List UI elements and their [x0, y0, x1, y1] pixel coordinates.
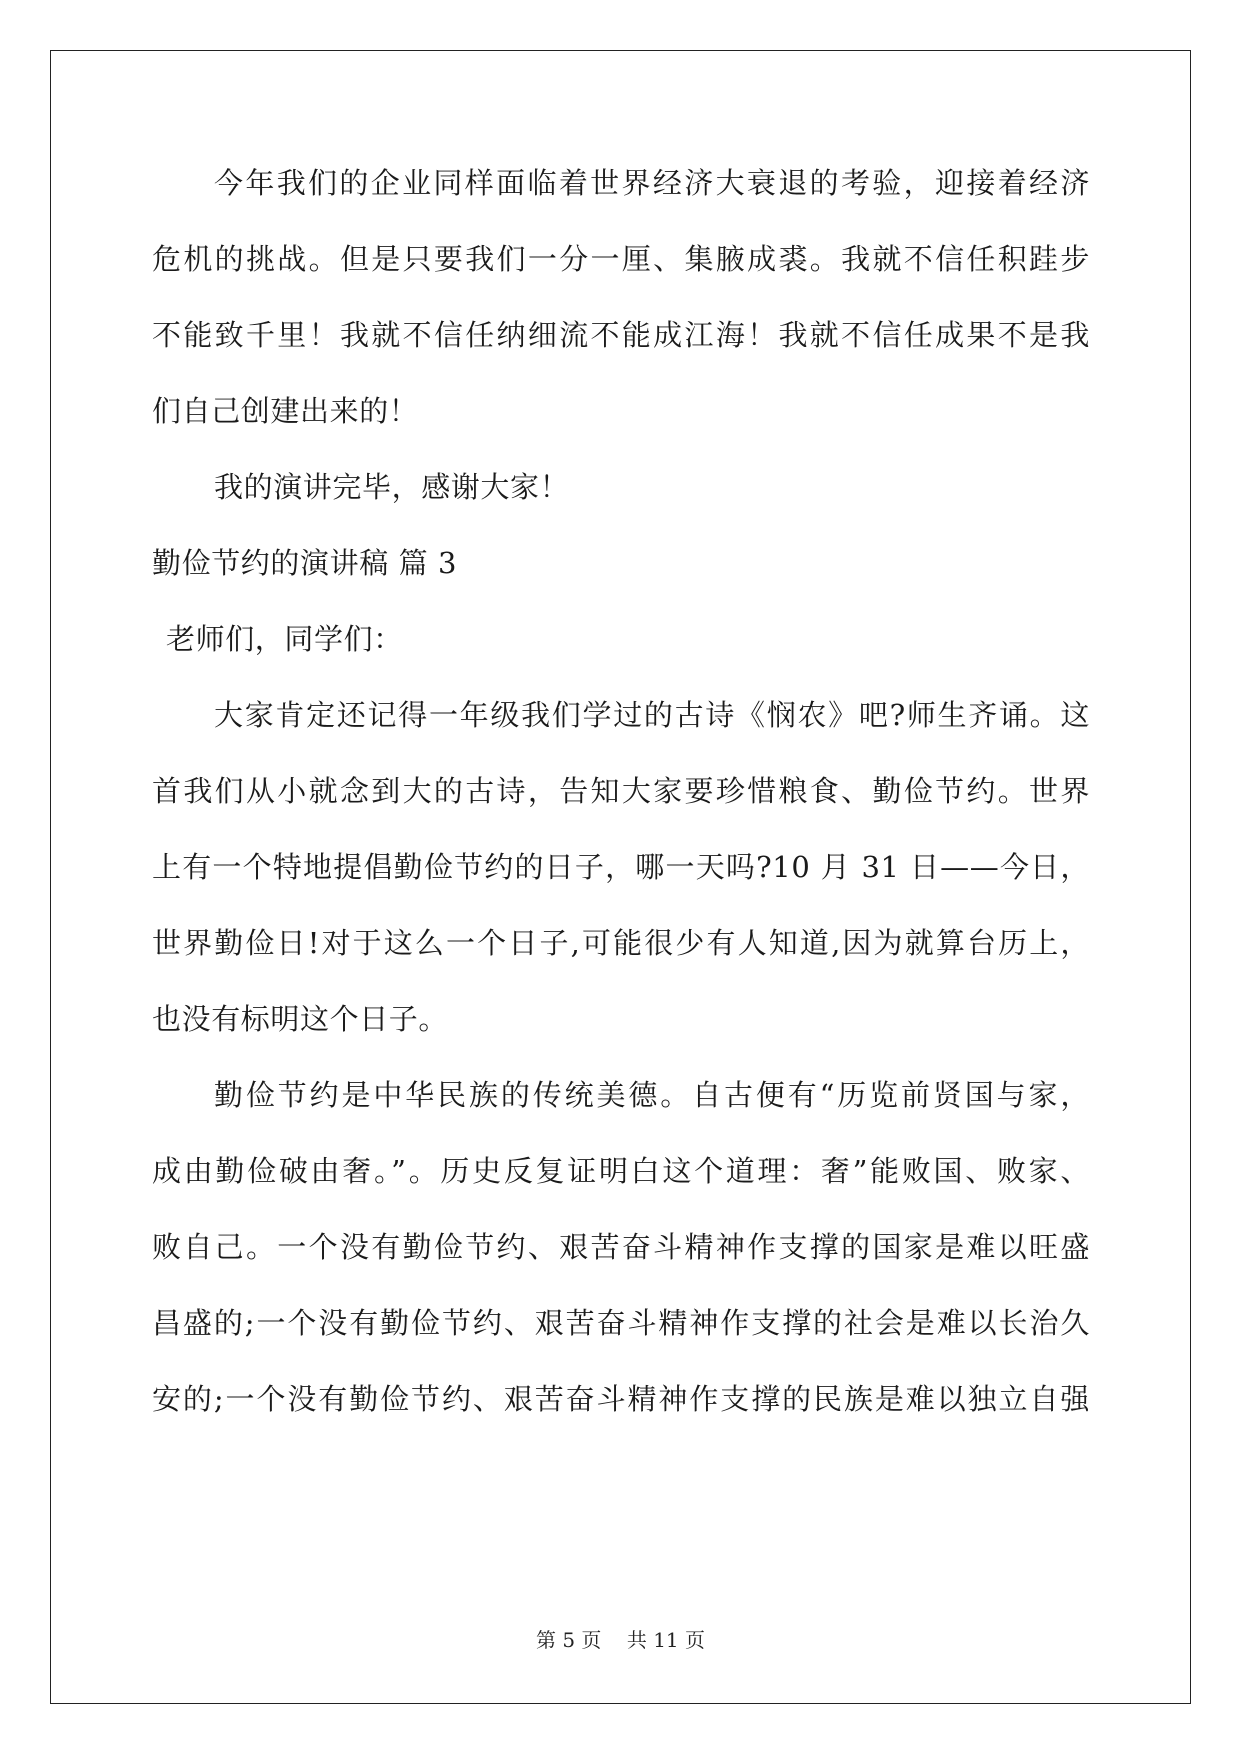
paragraph-line: 也没有标明这个日子。	[152, 1002, 449, 1036]
paragraph-line: 勤俭节约是中华民族的传统美德。自古便有“历览前贤国与家，	[214, 1078, 1090, 1112]
paragraph-line: 世界勤俭日!对于这么一个日子,可能很少有人知道,因为就算台历上，	[152, 926, 1090, 960]
paragraph-line: 不能致千里！我就不信任纳细流不能成江海！我就不信任成果不是我	[152, 318, 1090, 352]
paragraph-line: 们自己创建出来的！	[152, 394, 419, 428]
paragraph-line: 上有一个特地提倡勤俭节约的日子，哪一天吗?10 月 31 日——今日，	[152, 850, 1090, 884]
paragraph-line: 首我们从小就念到大的古诗，告知大家要珍惜粮食、勤俭节约。世界	[152, 774, 1090, 808]
paragraph-line: 昌盛的;一个没有勤俭节约、艰苦奋斗精神作支撑的社会是难以长治久	[152, 1306, 1090, 1340]
section-heading: 勤俭节约的演讲稿 篇 3	[152, 546, 458, 580]
paragraph-line: 成由勤俭破由奢。”。历史反复证明白这个道理：奢”能败国、败家、	[152, 1154, 1090, 1188]
page-number-footer: 第 5 页 共 11 页	[535, 1628, 706, 1652]
paragraph-line: 大家肯定还记得一年级我们学过的古诗《悯农》吧?师生齐诵。这	[214, 698, 1090, 732]
salutation: 老师们，同学们：	[166, 622, 403, 656]
paragraph-line: 我的演讲完毕，感谢大家！	[214, 470, 570, 504]
document-body	[152, 165, 1090, 1418]
paragraph-line: 今年我们的企业同样面临着世界经济大衰退的考验，迎接着经济	[214, 166, 1090, 200]
paragraph-line: 安的;一个没有勤俭节约、艰苦奋斗精神作支撑的民族是难以独立自强	[152, 1382, 1090, 1416]
paragraph-line: 危机的挑战。但是只要我们一分一厘、集腋成裘。我就不信任积跬步	[152, 242, 1090, 276]
paragraph-line: 败自己。一个没有勤俭节约、艰苦奋斗精神作支撑的国家是难以旺盛	[152, 1230, 1090, 1264]
